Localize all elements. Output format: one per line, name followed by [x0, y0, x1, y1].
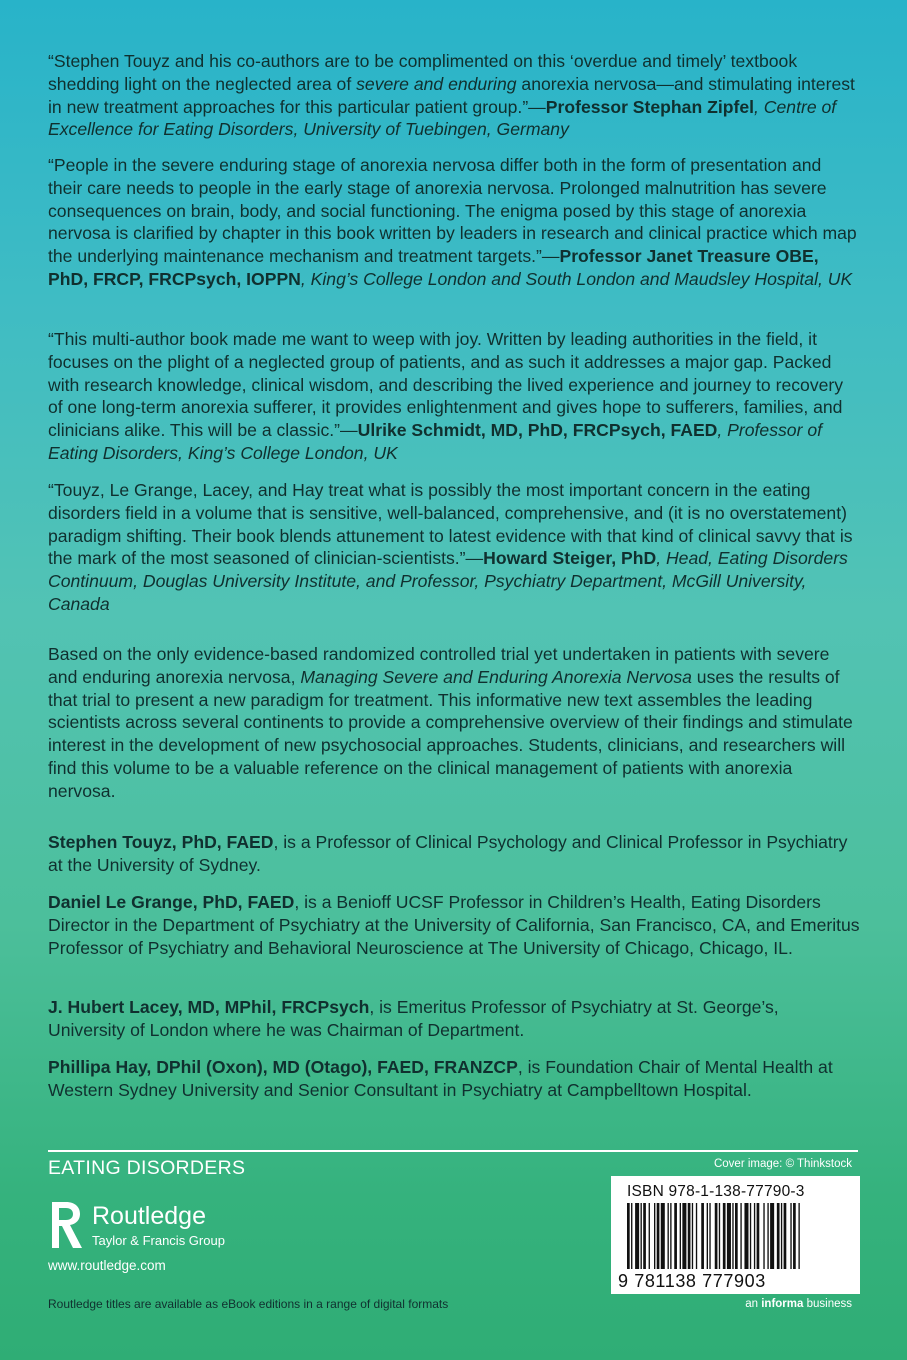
quote-author: Professor Stephan Zipfel [545, 96, 755, 117]
endorsement-quote [48, 479, 860, 616]
cover-image-credit: Cover image: © Thinkstock [713, 1158, 852, 1170]
quote-affiliation: , Professor of Eating Disorders, King’s College London, UK [48, 420, 823, 463]
author-bio [48, 891, 860, 959]
informa-brand: informa [761, 1298, 804, 1310]
quote-affiliation: , Head, Eating Disorders Continuum, Douglas University Institute, and Professor, Psychiatry Department, McGill University, Canada [48, 548, 848, 614]
author-name: Phillipa Hay, DPhil (Oxon), MD (Otago), FAED, FRANZCP [48, 1057, 518, 1077]
author-bio [48, 996, 860, 1042]
author-bio [48, 831, 860, 877]
quote-affiliation: , King’s College London and South London and Maudsley Hospital, UK [300, 268, 853, 289]
quote-text: “Touyz, Le Grange, Lacey, and Hay treat what is possibly the most important concern in the eating disorders field in a volume that is sensitive, well-balanced, comprehensive, and (it is no overstatement) paradigm shifting. Their book blends attunement to latest evidence with that kind of clinical savvy that is the mark of the most seasoned of clinician-scientists.”— [48, 480, 853, 569]
informa-suffix: business [803, 1298, 852, 1310]
endorsement-quote [48, 154, 860, 291]
informa-prefix: an [745, 1298, 762, 1310]
author-name: Daniel Le Grange, PhD, FAED [48, 892, 295, 912]
quote-text: anorexia nervosa—and stimulating interest in new treatment approaches for this particular patient group.”— [48, 73, 855, 117]
bio-text: , is Emeritus Professor of Psychiatry at St. George’s, University of London where he was Chairman of Department. [48, 997, 779, 1040]
bio-text: , is Foundation Chair of Mental Health at Western Sydney University and Senior Consultant in Psychiatry at Campbelltown Hospital. [48, 1057, 833, 1100]
publisher-name: Routledge [92, 1202, 206, 1230]
quote-text: “Stephen Touyz and his co-authors are to be complimented on this ‘overdue and timely’ textbook shedding light on the neglected area of [48, 51, 798, 94]
book-title: Managing Severe and Enduring Anorexia Nervosa [300, 666, 692, 687]
isbn-digits: 9 781138 777903 [618, 1271, 766, 1291]
quote-text: “People in the severe enduring stage of anorexia nervosa differ both in the form of presentation and their care needs to people in the early stage of anorexia nervosa. Prolonged malnutrition has severe consequences on brain, body, and social functioning. The enigma posed by this stage of anorexia nervosa is clarified by chapter in this book written by leaders in research and clinical practice which map the underlying maintenance mechanism and treatment targets.”— [48, 155, 857, 267]
quote-author: Howard Steiger, PhD [483, 548, 657, 569]
barcode-icon [625, 1203, 845, 1269]
endorsement-quote [48, 50, 860, 141]
bio-text: , is a Benioff UCSF Professor in Children’s Health, Eating Disorders Director in the Department of Psychiatry at the University of California, San Francisco, CA, and Emeritus Professor of Psychiatry and Behavioral Neuroscience at The University of Chicago, Chicago, IL. [48, 892, 860, 958]
description-text: uses the results of that trial to present a new paradigm for treatment. This informative new text assembles the leading scientists across several continents to provide a comprehensive overview of their findings and stimulate interest in the development of new psychosocial approaches. Students, clinicians, and researchers will find this volume to be a valuable reference on the clinical management of patients with anorexia nervosa. [48, 666, 853, 801]
routledge-logo-icon [48, 1198, 88, 1254]
quote-author: Ulrike Schmidt, MD, PhD, FRCPsych, FAED [357, 420, 718, 441]
isbn-label: ISBN 978-1-138-77790-3 [627, 1183, 805, 1200]
endorsement-quote [48, 328, 860, 465]
author-name: Stephen Touyz, PhD, FAED [48, 832, 274, 852]
series-title: EATING DISORDERS [48, 1157, 246, 1179]
divider [48, 1150, 858, 1152]
author-bio [48, 1056, 860, 1102]
author-name: J. Hubert Lacey, MD, MPhil, FRCPsych [48, 997, 370, 1017]
quote-text: “This multi-author book made me want to weep with joy. Written by leading authorities in the field, it focuses on the plight of a neglected group of patients, and as such it addresses a major gap. Packed with research knowledge, clinical wisdom, and describing the lived experience and journey to recovery of one long-term anorexia sufferer, it provides enlightenment and gives hope to sufferers, families, and clinicians alike. This will be a classic.”— [48, 329, 844, 441]
quote-italic: severe and enduring [356, 73, 517, 94]
quote-author: Professor Janet Treasure OBE, PhD, FRCP, FRCPsych, IOPPN [48, 246, 819, 289]
publisher-group: Taylor & Francis Group [92, 1233, 225, 1248]
quote-affiliation: , Centre of Excellence for Eating Disorders, University of Tuebingen, Germany [48, 96, 837, 140]
description-text: Based on the only evidence-based randomized controlled trial yet undertaken in patients with severe and enduring anorexia nervosa, [48, 644, 830, 687]
informa-business-note [745, 1298, 852, 1310]
ebook-note: Routledge titles are available as eBook editions in a range of digital formats [48, 1297, 449, 1311]
book-description [48, 643, 860, 803]
bio-text: , is a Professor of Clinical Psychology and Clinical Professor in Psychiatry at the University of Sydney. [48, 832, 848, 875]
publisher-url[interactable]: www.routledge.com [48, 1258, 166, 1273]
